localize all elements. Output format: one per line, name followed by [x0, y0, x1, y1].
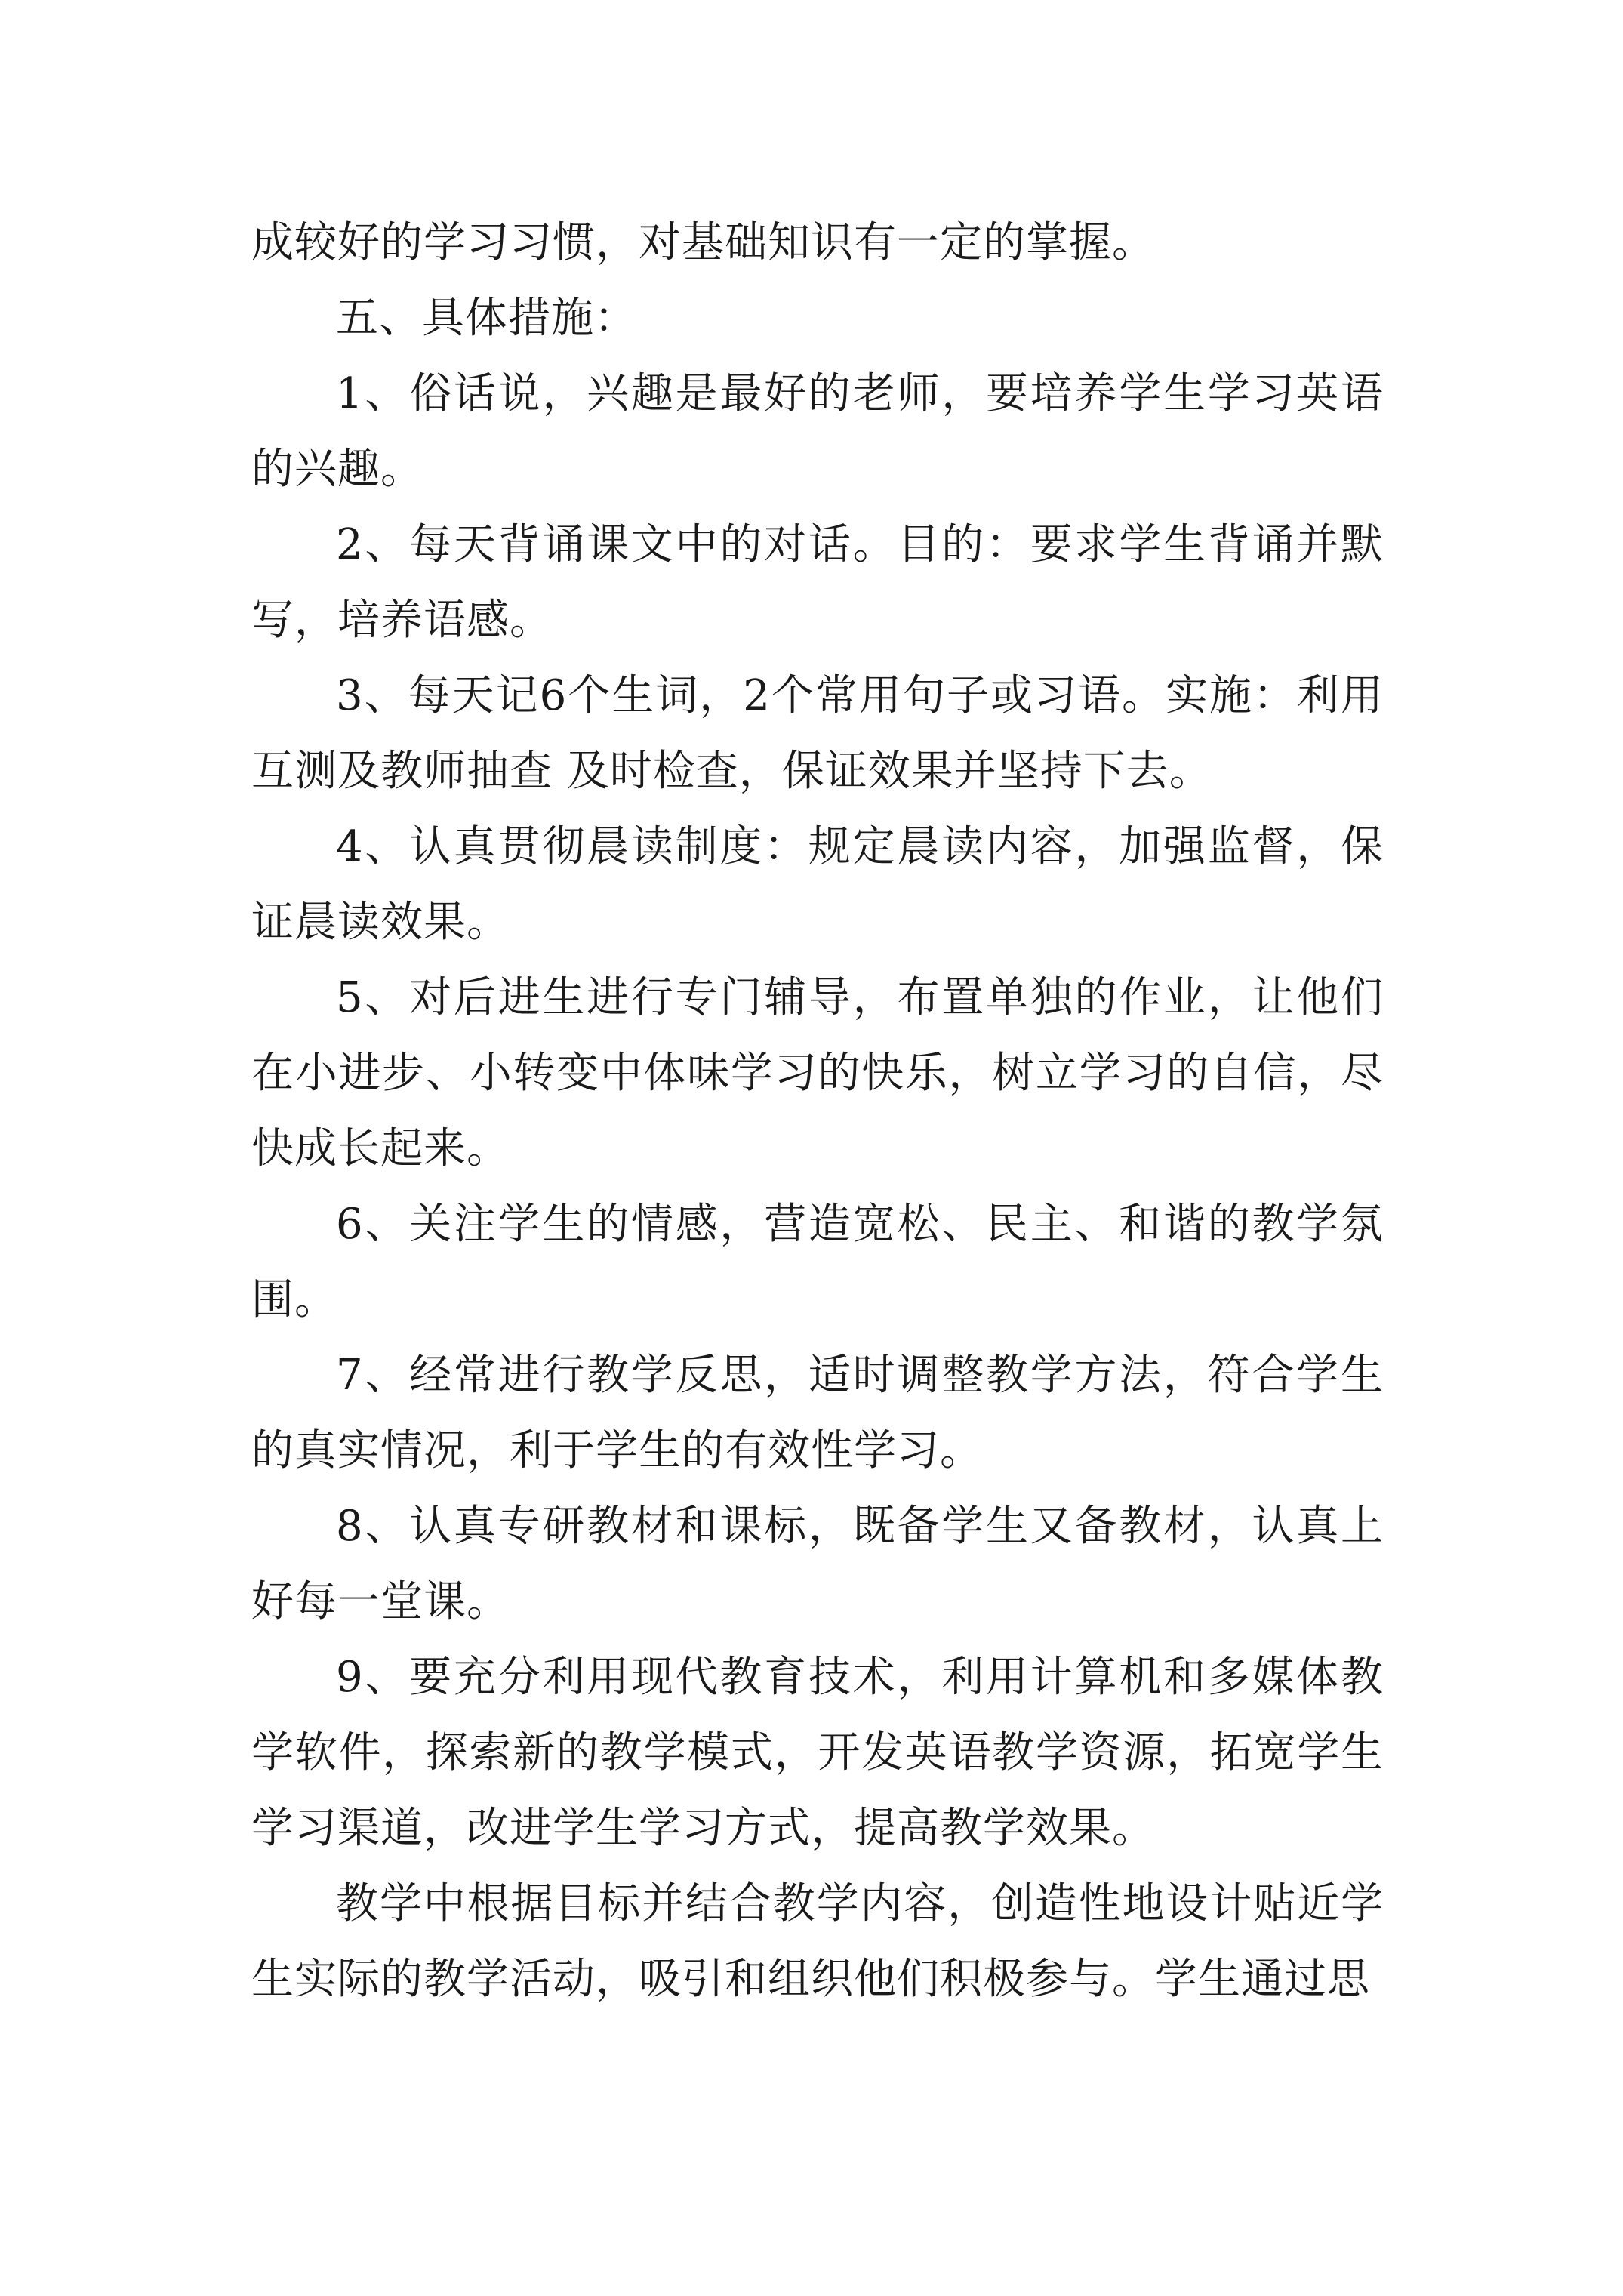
measure-item-7: 7、经常进行教学反思，适时调整教学方法，符合学生的真实情况，利于学生的有效性学习。 — [251, 1351, 1384, 1475]
measure-item-5: 5、对后进生进行专门辅导，布置单独的作业，让他们在小进步、小转变中体味学习的快乐，树立学习的自信，尽快成长起来。 — [251, 973, 1384, 1173]
measure-item-1: 1、俗话说，兴趣是最好的老师，要培养学生学习英语的兴趣。 — [251, 369, 1384, 494]
paragraph-continuation: 成较好的学习习惯，对基础知识有一定的掌握。 — [251, 218, 1155, 267]
measure-item-4: 4、认真贯彻晨读制度：规定晨读内容，加强监督，保证晨读效果。 — [251, 822, 1384, 947]
section-heading-measures: 五、具体措施： — [336, 294, 637, 343]
measure-item-6: 6、关注学生的情感，营造宽松、民主、和谐的教学氛围。 — [251, 1200, 1384, 1324]
closing-paragraph: 教学中根据目标并结合教学内容，创造性地设计贴近学生实际的教学活动，吸引和组织他们积极参与。学生通过思 — [251, 1879, 1384, 2004]
measure-item-8: 8、认真专研教材和课标，既备学生又备教材，认真上好每一堂课。 — [251, 1502, 1384, 1626]
measure-item-2: 2、每天背诵课文中的对话。目的：要求学生背诵并默写，培养语感。 — [251, 520, 1384, 645]
measure-item-3: 3、每天记6个生词，2个常用句子或习语。实施：利用互测及教师抽查 及时检查，保证效果并坚持下去。 — [251, 671, 1384, 796]
measure-item-9: 9、要充分利用现代教育技术，利用计算机和多媒体教学软件，探索新的教学模式，开发英语教学资源，拓宽学生学习渠道，改进学生学习方式，提高教学效果。 — [251, 1653, 1384, 1853]
document-body — [251, 205, 1384, 2017]
